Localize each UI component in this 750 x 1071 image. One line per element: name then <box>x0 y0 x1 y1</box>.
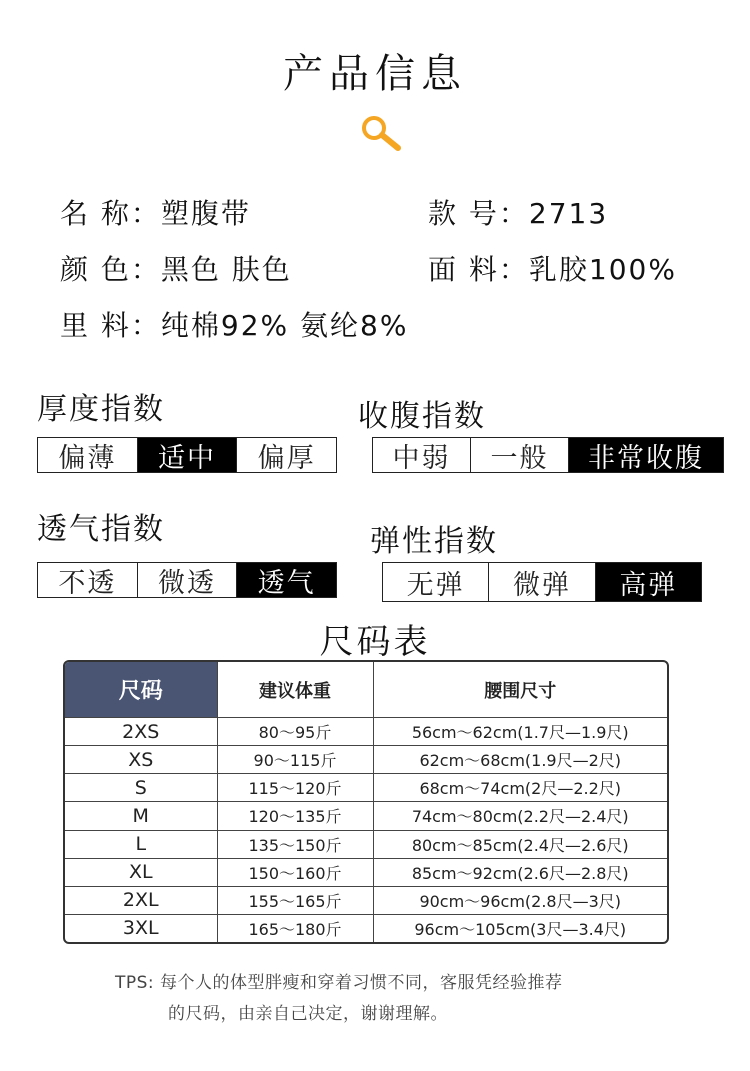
info-name-value: 塑腹带 <box>160 197 251 230</box>
info-lining-label: 里 料： <box>60 309 161 342</box>
tips-line-2: 的尺码，由亲自己决定，谢谢理解。 <box>168 1004 448 1024</box>
table-row <box>65 886 667 914</box>
info-name-label: 名 称： <box>60 197 161 230</box>
tummy-option: 一般 <box>470 438 568 472</box>
elastic-title: 弹性指数 <box>370 524 498 559</box>
waist-cell: 62cm～68cm(1.9尺—2尺) <box>373 746 667 774</box>
tummy-option: 中弱 <box>392 442 451 474</box>
weight-cell: 165～180斤 <box>217 914 373 942</box>
tummy-title: 收腹指数 <box>358 399 486 434</box>
weight-cell: 90～115斤 <box>217 746 373 774</box>
info-fabric-label: 面 料： <box>428 253 529 286</box>
thickness-title: 厚度指数 <box>37 392 165 427</box>
weight-cell: 120～135斤 <box>217 802 373 830</box>
table-row <box>65 802 667 830</box>
weight-cell: 150～160斤 <box>217 858 373 886</box>
size-cell: S <box>65 774 217 802</box>
elastic-option: 无弹 <box>406 569 465 601</box>
elastic-option: 微弹 <box>488 563 594 601</box>
search-icon <box>358 114 406 154</box>
info-model-value: 2713 <box>528 197 609 230</box>
thickness-option: 适中 <box>137 438 237 472</box>
breath-scale <box>37 562 337 598</box>
breath-option: 不透 <box>58 567 117 599</box>
size-table-title: 尺码表 <box>319 622 431 662</box>
info-fabric <box>428 248 677 288</box>
weight-cell: 135～150斤 <box>217 830 373 858</box>
breath-option: 透气 <box>236 563 336 597</box>
weight-column-header: 建议体重 <box>217 662 373 718</box>
waist-cell: 96cm～105cm(3尺—3.4尺) <box>373 914 667 942</box>
table-row <box>65 914 667 942</box>
info-color <box>60 248 292 288</box>
tips-line-1: TPS: 每个人的体型胖瘦和穿着习惯不同，客服凭经验推荐 <box>115 973 563 993</box>
info-color-value: 黑色 肤色 <box>160 253 292 286</box>
breath-title: 透气指数 <box>37 512 165 547</box>
weight-cell: 80～95斤 <box>217 718 373 746</box>
weight-cell: 115～120斤 <box>217 774 373 802</box>
size-cell: L <box>65 830 217 858</box>
waist-cell: 90cm～96cm(2.8尺—3尺) <box>373 886 667 914</box>
table-row <box>65 718 667 746</box>
info-lining-value: 纯棉92% 氨纶8% <box>160 309 409 342</box>
waist-cell: 80cm～85cm(2.4尺—2.6尺) <box>373 830 667 858</box>
size-table <box>63 660 669 944</box>
size-cell: 2XS <box>65 718 217 746</box>
info-color-label: 颜 色： <box>60 253 161 286</box>
size-cell: M <box>65 802 217 830</box>
info-lining <box>60 304 408 344</box>
table-row <box>65 830 667 858</box>
waist-cell: 56cm～62cm(1.7尺—1.9尺) <box>373 718 667 746</box>
size-cell: 3XL <box>65 914 217 942</box>
waist-cell: 74cm～80cm(2.2尺—2.4尺) <box>373 802 667 830</box>
tummy-option: 非常收腹 <box>568 438 723 472</box>
waist-cell: 68cm～74cm(2尺—2.2尺) <box>373 774 667 802</box>
table-row <box>65 858 667 886</box>
waist-column-header: 腰围尺寸 <box>373 662 667 718</box>
size-cell: XS <box>65 746 217 774</box>
tummy-scale <box>372 437 724 473</box>
page-title: 产品信息 <box>283 51 467 97</box>
info-fabric-value: 乳胶100% <box>528 253 677 286</box>
waist-cell: 85cm～92cm(2.6尺—2.8尺) <box>373 858 667 886</box>
elastic-scale <box>382 562 702 602</box>
table-row <box>65 746 667 774</box>
weight-cell: 155～165斤 <box>217 886 373 914</box>
size-cell: XL <box>65 858 217 886</box>
info-model-label: 款 号： <box>428 197 529 230</box>
thickness-option: 偏厚 <box>236 438 336 472</box>
info-name <box>60 192 251 232</box>
size-cell: 2XL <box>65 886 217 914</box>
size-column-header: 尺码 <box>65 662 217 718</box>
table-row <box>65 774 667 802</box>
thickness-option: 偏薄 <box>58 442 117 474</box>
info-model <box>428 192 608 232</box>
elastic-option: 高弹 <box>595 563 701 601</box>
thickness-scale <box>37 437 337 473</box>
breath-option: 微透 <box>137 563 237 597</box>
tips-note <box>115 968 563 1030</box>
